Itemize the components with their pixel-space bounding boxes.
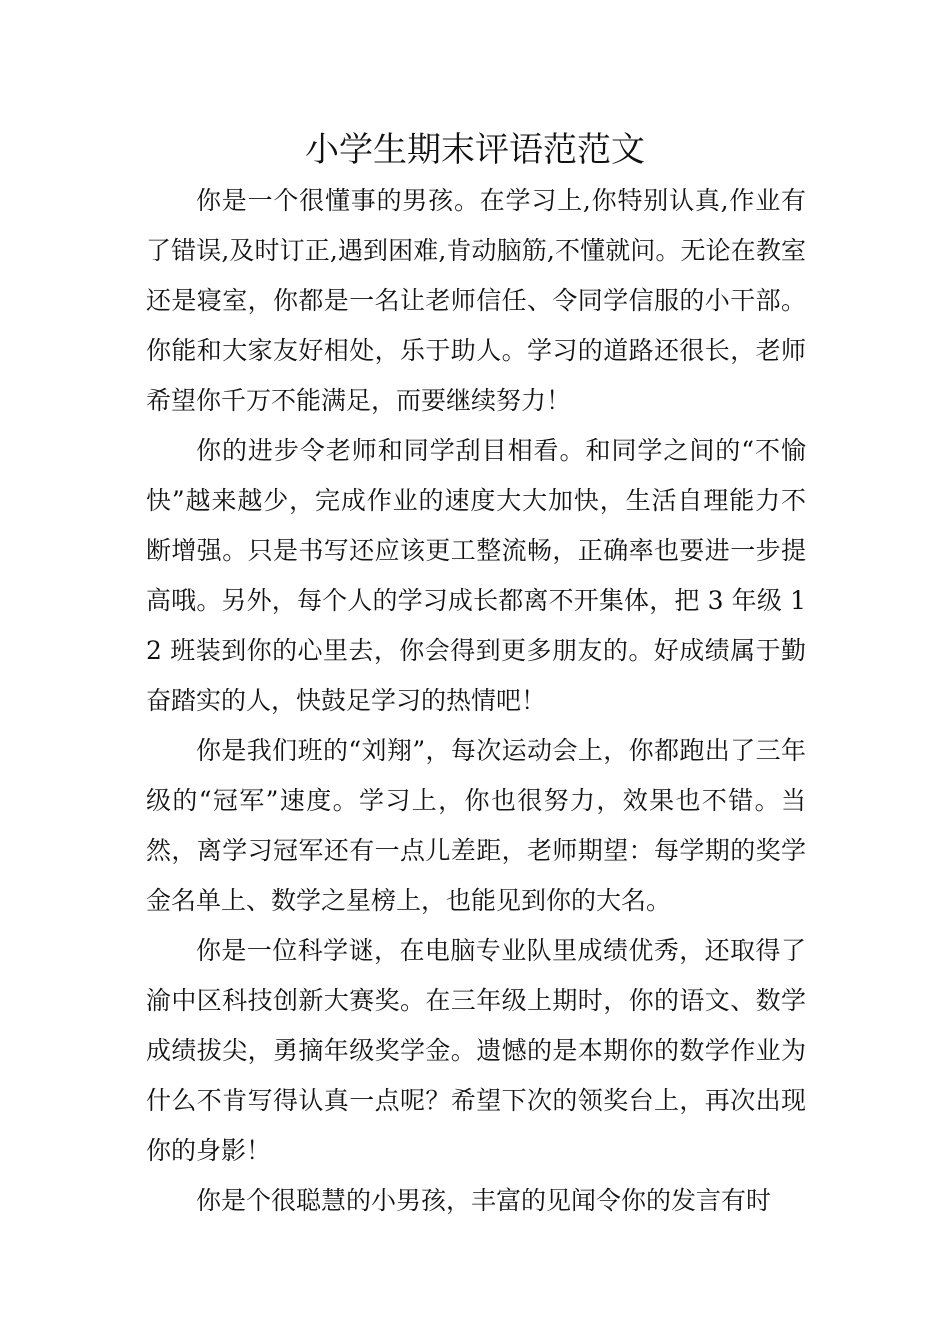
paragraph-5: 你是个很聪慧的小男孩，丰富的见闻令你的发言有时 — [196, 1186, 772, 1215]
paragraph-1: 你是一个很懂事的男孩。在学习上,你特别认真,作业有了错误,及时订正,遇到困难,肯动脑筋,不懂就问。无论在教室还是寝室，你都是一名让老师信任、令同学信服的小干部。你能和大家友好相处，乐于助人。学习的道路还很长，老师希望你千万不能满足，而要继续努力！ — [146, 186, 806, 415]
paragraph-3: 你是我们班的“刘翔”，每次运动会上，你都跑出了三年级的“冠军”速度。学习上，你也很努力，效果也不错。当然，离学习冠军还有一点儿差距，老师期望：每学期的奖学金名单上、数学之星榜上，也能见到你的大名。 — [146, 736, 806, 915]
document-title: 小学生期末评语范范文 — [305, 130, 645, 170]
paragraph-4: 你是一位科学谜，在电脑专业队里成绩优秀，还取得了渝中区科技创新大赛奖。在三年级上期时，你的语文、数学成绩拔尖，勇摘年级奖学金。遗憾的是本期你的数学作业为什么不肯写得认真一点呢？希望下次的领奖台上，再次出现你的身影！ — [146, 936, 806, 1165]
paragraph-2: 你的进步令老师和同学刮目相看。和同学之间的“不愉快”越来越少，完成作业的速度大大加快，生活自理能力不断增强。只是书写还应该更工整流畅，正确率也要进一步提高哦。另外，每个人的学习成长都离不开集体，把 3 年级 12 班装到你的心里去，你会得到更多朋友的。好成绩属于勤奋踏实的人，快鼓足学习的热情吧！ — [146, 436, 806, 715]
document-body — [146, 176, 806, 1226]
